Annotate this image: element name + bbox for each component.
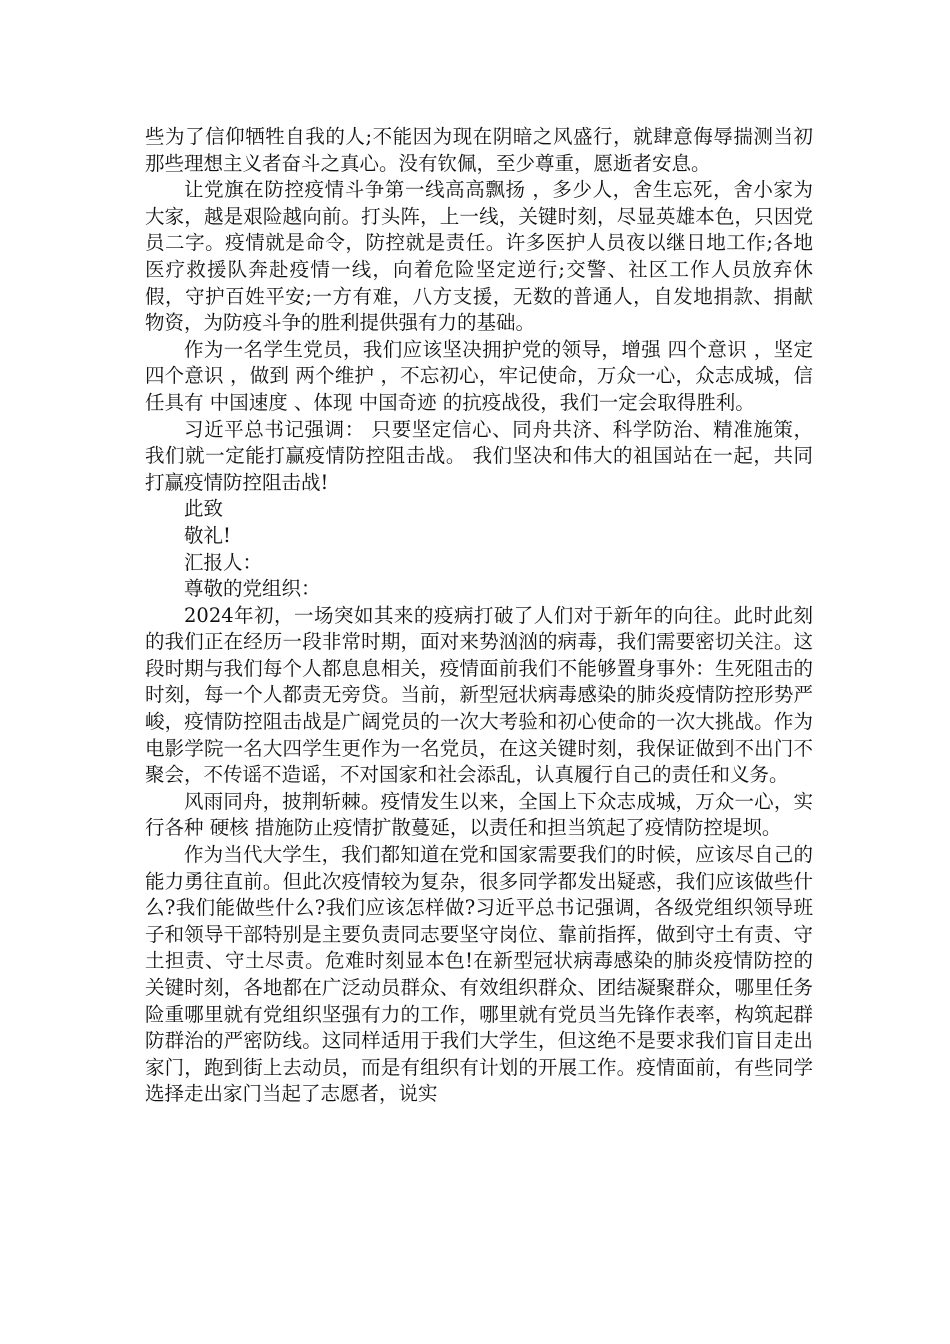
document-page: [145, 124, 813, 1108]
paragraph-2: 让党旗在防控疫情斗争第一线高高飘扬 ，多少人，舍生忘死，舍小家为大家，越是艰险越向前。打头阵，上一线，关键时刻，尽显英雄本色，只因党员二字。疫情就是命令，防控就是责任。许多医护人员夜以继日地工作;各地医疗救援队奔赴疫情一线，向着危险坚定逆行;交警、社区工作人员放弃休假，守护百姓平安;一方有难，八方支援，无数的普通人，自发地捐款、捐献物资，为防疫斗争的胜利提供强有力的基础。: [145, 178, 813, 335]
paragraph-6: 风雨同舟，披荆斩棘。疫情发生以来，全国上下众志成城，万众一心，实行各种 硬核 措施防止疫情扩散蔓延，以责任和担当筑起了疫情防控堤坝。: [145, 789, 813, 840]
paragraph-4: 习近平总书记强调： 只要坚定信心、同舟共济、科学防治、精准施策，我们就一定能打赢疫情防控阻击战。 我们坚决和伟大的祖国站在一起，共同打赢疫情防控阻击战!: [145, 417, 813, 494]
closing-salutation: 此致: [184, 497, 224, 521]
paragraph-1: 些为了信仰牺牲自我的人;不能因为现在阴暗之风盛行，就肆意侮辱揣测当初那些理想主义者奋斗之真心。没有钦佩，至少尊重，愿逝者安息。: [145, 125, 813, 175]
paragraph-5: 2024年初，一场突如其来的疫病打破了人们对于新年的向往。此时此刻的我们正在经历一段非常时期，面对来势汹汹的病毒，我们需要密切关注。这段时期与我们每个人都息息相关，疫情面前我们不能够置身事外：生死阻击的时刻，每一个人都责无旁贷。当前，新型冠状病毒感染的肺炎疫情防控形势严峻，疫情防控阻击战是广阔党员的一次大考验和初心使命的一次大挑战。作为电影学院一名大四学生更作为一名党员，在这关键时刻，我保证做到不出门不聚会，不传谣不造谣，不对国家和社会添乱，认真履行自己的责任和义务。: [145, 603, 813, 787]
reporter-label: 汇报人：: [184, 550, 263, 574]
paragraph-3: 作为一名学生党员，我们应该坚决拥护党的领导，增强 四个意识 ，坚定 四个意识 ，做到 两个维护 ，不忘初心，牢记使命，万众一心，众志成城，信任具有 中国速度 、体现 中国奇迹 的抗疫战役，我们一定会取得胜利。: [145, 337, 813, 414]
greeting: 尊敬的党组织：: [184, 577, 321, 601]
closing-respect: 敬礼!: [184, 523, 231, 547]
paragraph-7: 作为当代大学生，我们都知道在党和国家需要我们的时候，应该尽自己的能力勇往直前。但此次疫情较为复杂，很多同学都发出疑惑，我们应该做些什么?我们能做些什么?我们应该怎样做?习近平总书记强调，各级党组织领导班子和领导干部特别是主要负责同志要坚守岗位、靠前指挥，做到守土有责、守土担责、守土尽责。危难时刻显本色!在新型冠状病毒感染的肺炎疫情防控的关键时刻，各地都在广泛动员群众、有效组织群众、团结凝聚群众，哪里任务险重哪里就有党组织坚强有力的工作，哪里就有党员当先锋作表率，构筑起群防群治的严密防线。这同样适用于我们大学生，但这绝不是要求我们盲目走出家门，跑到街上去动员，而是有组织有计划的开展工作。疫情面前，有些同学选择走出家门当起了志愿者，说实: [145, 843, 813, 1106]
